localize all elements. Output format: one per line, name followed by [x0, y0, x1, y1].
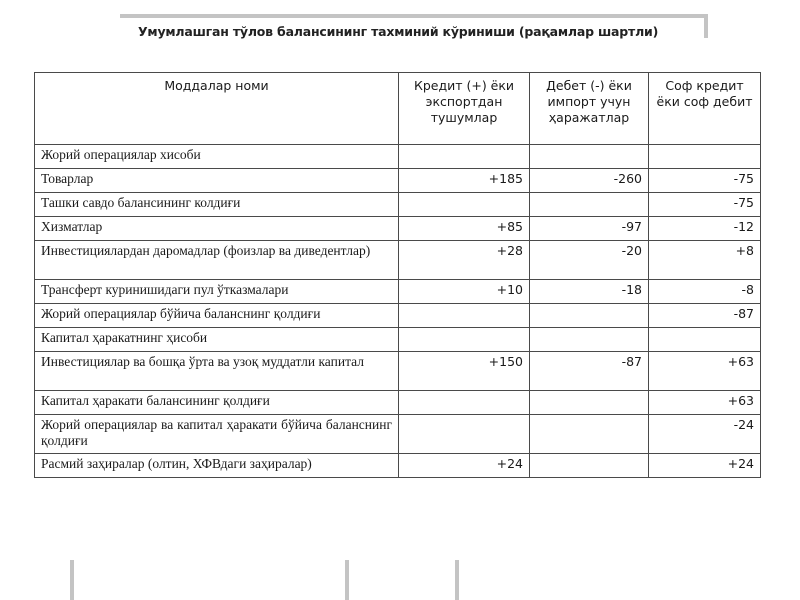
page-title: Умумлашган тўлов балансининг тахминий кўриниши (рақамлар шартли): [138, 24, 659, 39]
header-debit: Дебет (-) ёки импорт учун ҳаражатлар: [530, 73, 649, 145]
row-name: Ташки савдо балансининг колдиғи: [35, 193, 399, 217]
row-credit: [399, 304, 530, 328]
row-net: -75: [649, 193, 761, 217]
row-name: Товарлар: [35, 169, 399, 193]
row-name: Жорий операциялар ва капитал ҳаракати бўйича баланснинг қолдиғи: [35, 415, 399, 454]
frame-right-border: [704, 14, 708, 38]
row-net: +63: [649, 352, 761, 391]
row-debit: -18: [530, 280, 649, 304]
row-net: +63: [649, 391, 761, 415]
row-credit: [399, 391, 530, 415]
table-row: [35, 145, 761, 169]
row-credit: [399, 415, 530, 454]
row-credit: +10: [399, 280, 530, 304]
row-credit: [399, 328, 530, 352]
row-debit: [530, 193, 649, 217]
row-credit: +24: [399, 454, 530, 478]
row-debit: [530, 145, 649, 169]
row-net: +24: [649, 454, 761, 478]
row-credit: +150: [399, 352, 530, 391]
table-row: [35, 217, 761, 241]
row-name: Инвестициялар ва бошқа ўрта ва узоқ муддатли капитал: [35, 352, 399, 391]
row-debit: -260: [530, 169, 649, 193]
row-credit: +85: [399, 217, 530, 241]
row-name: Расмий заҳиралар (олтин, ХФВдаги заҳиралар): [35, 454, 399, 478]
table-row: [35, 241, 761, 280]
table-row: [35, 328, 761, 352]
row-name: Хизматлар: [35, 217, 399, 241]
table-row: [35, 169, 761, 193]
row-net: [649, 145, 761, 169]
row-net: -12: [649, 217, 761, 241]
row-net: -75: [649, 169, 761, 193]
row-net: [649, 328, 761, 352]
frame-bottom-left-mark: [70, 560, 74, 600]
row-debit: -20: [530, 241, 649, 280]
row-debit: [530, 454, 649, 478]
row-name: Жорий операциялар бўйича баланснинг қолдиғи: [35, 304, 399, 328]
row-name: Капитал ҳаракатнинг ҳисоби: [35, 328, 399, 352]
row-name: Жорий операциялар хисоби: [35, 145, 399, 169]
row-net: -87: [649, 304, 761, 328]
row-debit: -87: [530, 352, 649, 391]
row-name: Инвестициялардан даромадлар (фоизлар ва диведентлар): [35, 241, 399, 280]
row-name: Трансферт куринишидаги пул ўтказмалари: [35, 280, 399, 304]
row-debit: [530, 304, 649, 328]
row-credit: +28: [399, 241, 530, 280]
table-row: [35, 304, 761, 328]
row-debit: [530, 391, 649, 415]
table-row: [35, 454, 761, 478]
table-row: [35, 280, 761, 304]
table-header-row: [35, 73, 761, 145]
row-debit: [530, 328, 649, 352]
frame-bottom-right-mark: [455, 560, 459, 600]
table-row: [35, 415, 761, 454]
row-net: -24: [649, 415, 761, 454]
row-net: -8: [649, 280, 761, 304]
row-credit: [399, 193, 530, 217]
table-row: [35, 391, 761, 415]
table-row: [35, 193, 761, 217]
balance-table: [34, 72, 761, 478]
table-row: [35, 352, 761, 391]
frame-top-border: [120, 14, 708, 18]
header-net: Соф кредит ёки соф дебит: [649, 73, 761, 145]
row-debit: -97: [530, 217, 649, 241]
row-credit: [399, 145, 530, 169]
row-net: +8: [649, 241, 761, 280]
header-name: Моддалар номи: [35, 73, 399, 145]
frame-bottom-mid-mark: [345, 560, 349, 600]
row-credit: +185: [399, 169, 530, 193]
row-name: Капитал ҳаракати балансининг қолдиғи: [35, 391, 399, 415]
header-credit: Кредит (+) ёки экспортдан тушумлар: [399, 73, 530, 145]
row-debit: [530, 415, 649, 454]
